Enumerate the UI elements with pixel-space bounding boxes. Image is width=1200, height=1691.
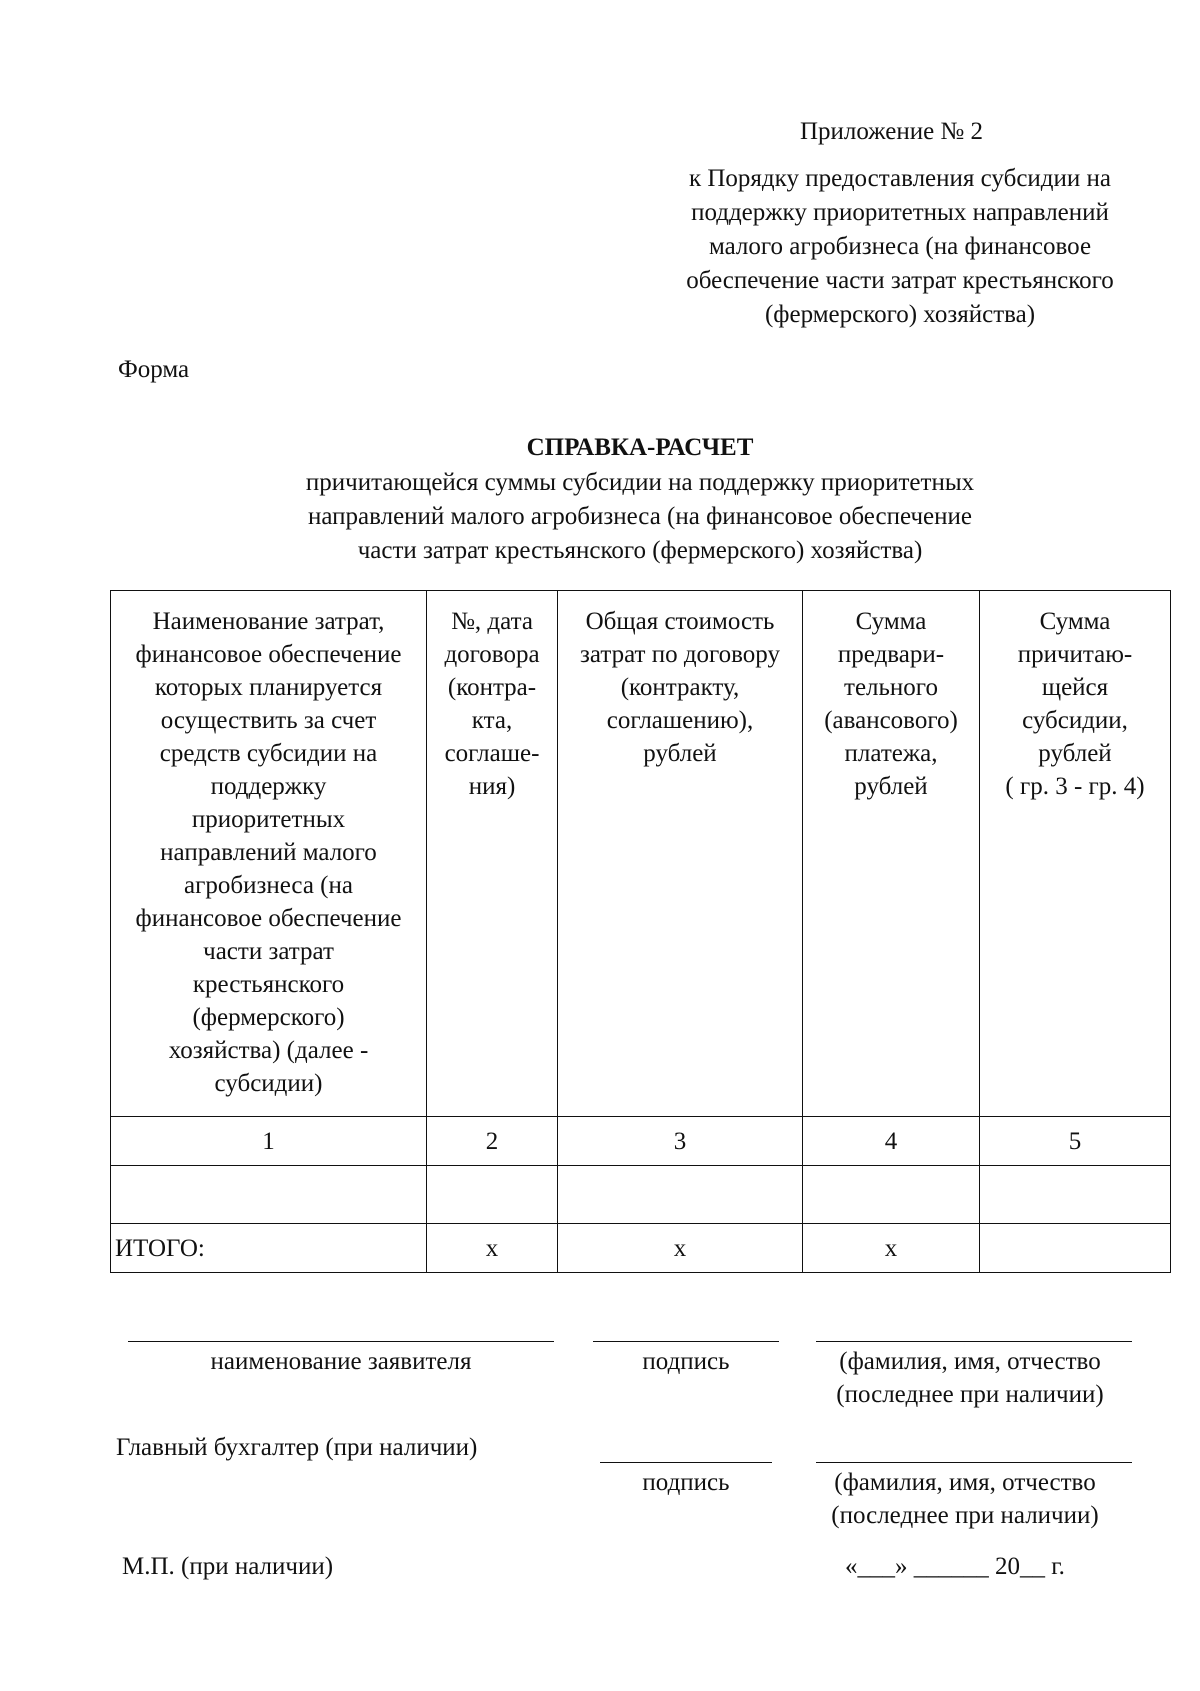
fio-caption-line: (последнее при наличии): [831, 1502, 1099, 1529]
document-title: СПРАВКА-РАСЧЕТ: [526, 434, 754, 461]
column-number-row: [111, 1117, 1171, 1166]
header-cell-line: предвари-: [837, 641, 945, 668]
header-cell-cost-name: [111, 591, 427, 1117]
header-cell-line: (контракту,: [620, 674, 740, 701]
table-header-row: [111, 591, 1171, 1117]
total-cell: х: [427, 1224, 558, 1273]
header-cell-total-cost: [558, 591, 803, 1117]
column-number: 4: [803, 1117, 980, 1166]
header-cell-line: осуществить за счет: [160, 707, 377, 734]
header-cell-line: средств субсидии на: [159, 740, 378, 767]
header-cell-line: крестьянского: [192, 971, 345, 998]
appendix-title: Приложение № 2: [800, 118, 984, 145]
header-cell-line: Наименование затрат,: [152, 608, 385, 635]
appendix-line: к Порядку предоставления субсидии на: [688, 165, 1111, 192]
signature-caption: подпись: [642, 1348, 730, 1375]
header-cell-line: ния): [468, 773, 516, 800]
applicant-name-caption: наименование заявителя: [210, 1348, 472, 1375]
table-cell[interactable]: [558, 1166, 803, 1224]
header-cell-line: платежа,: [844, 740, 938, 767]
header-cell-line: направлений малого: [160, 839, 377, 866]
header-cell-line: кта,: [471, 707, 513, 734]
column-number: 3: [558, 1117, 803, 1166]
table-cell[interactable]: [803, 1166, 980, 1224]
form-label: Форма: [118, 356, 190, 383]
header-cell-line: рублей: [1038, 740, 1112, 767]
document-heading: [120, 430, 1160, 568]
date-line[interactable]: «___» ______ 20__ г.: [845, 1553, 1065, 1580]
applicant-fio-line[interactable]: [816, 1341, 1132, 1342]
header-cell-line: (фермерского): [192, 1004, 345, 1031]
header-cell-line: Сумма: [1039, 608, 1111, 635]
header-cell-contract-number: [427, 591, 558, 1117]
table-cell[interactable]: [111, 1166, 427, 1224]
header-cell-line: которых планируется: [154, 674, 383, 701]
header-cell-line: ( гр. 3 - гр. 4): [1005, 773, 1145, 800]
header-cell-line: поддержку: [210, 773, 327, 800]
header-cell-line: затрат по договору: [580, 641, 780, 668]
fio-caption: [800, 1345, 1140, 1411]
header-cell-line: Общая стоимость: [585, 608, 775, 635]
column-number: 1: [111, 1117, 427, 1166]
header-cell-line: финансовое обеспечение: [135, 641, 402, 668]
header-cell-subsidy-amount: [980, 591, 1171, 1117]
total-row: [111, 1224, 1171, 1273]
accountant-fio-line[interactable]: [816, 1462, 1132, 1463]
header-cell-line: (контра-: [447, 674, 537, 701]
stamp-label: М.П. (при наличии): [122, 1553, 334, 1580]
appendix-line: (фермерского) хозяйства): [764, 301, 1036, 328]
column-number: 5: [980, 1117, 1171, 1166]
table-row: [111, 1166, 1171, 1224]
signature-caption: подпись: [642, 1469, 730, 1496]
fio-caption-line: (фамилия, имя, отчество: [839, 1348, 1101, 1375]
accountant-signature-line[interactable]: [600, 1462, 772, 1463]
header-cell-line: субсидии): [214, 1070, 323, 1097]
total-cell: х: [803, 1224, 980, 1273]
header-cell-line: договора: [444, 641, 540, 668]
header-cell-line: финансовое обеспечение: [135, 905, 402, 932]
header-cell-line: субсидии,: [1022, 707, 1128, 734]
header-cell-line: тельного: [844, 674, 938, 701]
header-cell-line: агробизнеса (на: [184, 872, 353, 899]
calculation-table: [110, 590, 1171, 1273]
header-cell-line: причитаю-: [1017, 641, 1133, 668]
header-cell-line: щейся: [1041, 674, 1109, 701]
header-cell-line: соглашению),: [606, 707, 754, 734]
total-cell[interactable]: [980, 1224, 1171, 1273]
header-cell-line: рублей: [854, 773, 928, 800]
fio-caption-line: (последнее при наличии): [836, 1381, 1104, 1408]
appendix-line: малого агробизнеса (на финансовое: [708, 233, 1092, 260]
header-cell-line: части затрат: [203, 938, 334, 965]
appendix-line: обеспечение части затрат крестьянского: [686, 267, 1114, 294]
header-cell-line: приоритетных: [191, 806, 346, 833]
applicant-name-line[interactable]: [128, 1341, 554, 1342]
fio-caption: [790, 1466, 1140, 1532]
header-cell-line: хозяйства) (далее -: [168, 1037, 369, 1064]
header-cell-advance-payment: [803, 591, 980, 1117]
header-cell-line: №, дата: [451, 608, 533, 635]
appendix-description: [640, 162, 1160, 332]
header-cell-line: Сумма: [855, 608, 927, 635]
document-subtitle-line: части затрат крестьянского (фермерского) хозяйства): [357, 537, 923, 564]
column-number: 2: [427, 1117, 558, 1166]
table-cell[interactable]: [427, 1166, 558, 1224]
total-label: ИТОГО:: [111, 1224, 427, 1273]
applicant-signature-line[interactable]: [593, 1341, 779, 1342]
appendix-line: поддержку приоритетных направлений: [691, 199, 1109, 226]
document-subtitle-line: причитающейся суммы субсидии на поддержку приоритетных: [305, 469, 975, 496]
header-cell-line: (авансового): [824, 707, 958, 734]
header-cell-line: рублей: [643, 740, 717, 767]
chief-accountant-label: Главный бухгалтер (при наличии): [116, 1434, 478, 1461]
table-cell[interactable]: [980, 1166, 1171, 1224]
total-cell: х: [558, 1224, 803, 1273]
document-subtitle-line: направлений малого агробизнеса (на финансовое обеспечение: [308, 503, 972, 530]
header-cell-line: соглаше-: [444, 740, 540, 767]
fio-caption-line: (фамилия, имя, отчество: [834, 1469, 1096, 1496]
